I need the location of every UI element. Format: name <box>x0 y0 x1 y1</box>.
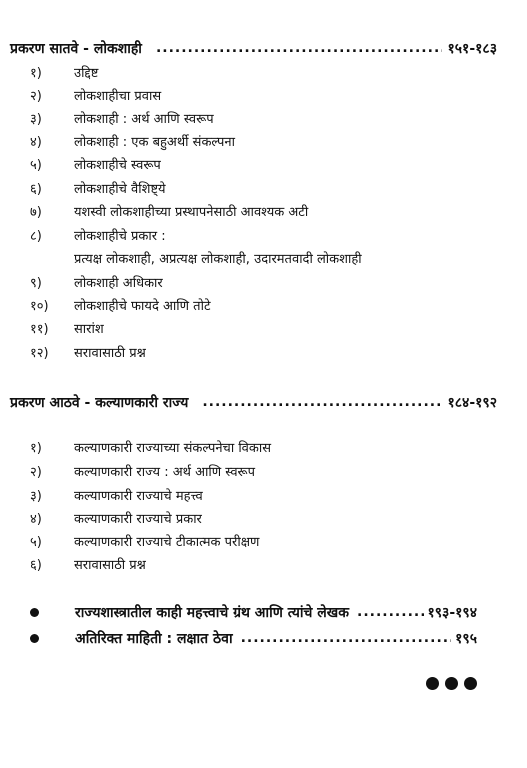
item-number: ५) <box>30 535 42 550</box>
bullet-icon <box>30 608 39 617</box>
item-text: लोकशाहीचे वैशिष्ट्ये <box>74 182 166 197</box>
item-number: २) <box>30 465 42 480</box>
dot-icon <box>445 677 458 690</box>
dot-icon <box>464 677 477 690</box>
item-text: लोकशाहीचे स्वरूप <box>74 158 161 173</box>
item-text: लोकशाही अधिकार <box>74 276 163 291</box>
item-number: ८) <box>30 229 42 244</box>
item-number: ४) <box>30 135 42 150</box>
item-number: ३) <box>30 489 42 504</box>
item-number: ७) <box>30 205 42 220</box>
leader-dots <box>156 40 442 56</box>
item-number: ५) <box>30 158 42 173</box>
item-text: सरावासाठी प्रश्न <box>74 558 146 573</box>
item-number: ६) <box>30 558 42 573</box>
item-text: उद्दिष्ट <box>74 66 99 81</box>
extra-entry-remember <box>30 626 477 650</box>
extra-entry-pages: १९५ <box>455 630 477 647</box>
leader-dots <box>202 394 441 410</box>
item-text: कल्याणकारी राज्याचे टीकात्मक परीक्षण <box>74 535 260 550</box>
leader-dots <box>357 604 423 620</box>
extra-entry-text: राज्यशास्त्रातील काही महत्त्वाचे ग्रंथ आणि त्यांचे लेखक <box>75 604 350 621</box>
item-text: लोकशाही : एक बहुअर्थी संकल्पना <box>74 135 235 150</box>
dot-icon <box>426 677 439 690</box>
item-number: १) <box>30 66 42 81</box>
item-text: कल्याणकारी राज्य : अर्थ आणि स्वरूप <box>74 465 256 480</box>
item-text: लोकशाहीचा प्रवास <box>74 89 162 104</box>
item-text: सरावासाठी प्रश्न <box>74 346 146 361</box>
chapter-8-title: प्रकरण आठवे - कल्याणकारी राज्य <box>10 394 189 411</box>
chapter-8-pages: १८४-१९२ <box>447 394 497 411</box>
chapter-7-heading <box>10 36 497 60</box>
item-text: कल्याणकारी राज्याचे महत्त्व <box>74 489 203 504</box>
item-text: कल्याणकारी राज्याच्या संकल्पनेचा विकास <box>74 441 272 456</box>
item-text: यशस्वी लोकशाहीच्या प्रस्थापनेसाठी आवश्यक अटी <box>74 205 309 220</box>
democracy-types-line: प्रत्यक्ष लोकशाही, अप्रत्यक्ष लोकशाही, उदारमतवादी लोकशाही <box>74 252 362 267</box>
item-number: ९) <box>30 276 42 291</box>
item-number: १२) <box>30 346 49 361</box>
extra-entry-pages: १९३-१९४ <box>427 604 477 621</box>
end-ornament-icon <box>426 677 477 690</box>
item-text: सारांश <box>74 322 104 337</box>
item-number: ३) <box>30 112 42 127</box>
item-number: ४) <box>30 512 42 527</box>
chapter-7-title: प्रकरण सातवे - लोकशाही <box>10 40 142 57</box>
item-text: लोकशाही : अर्थ आणि स्वरूप <box>74 112 214 127</box>
item-number: १०) <box>30 299 49 314</box>
item-text: कल्याणकारी राज्याचे प्रकार <box>74 512 202 527</box>
item-number: २) <box>30 89 42 104</box>
item-number: १) <box>30 441 42 456</box>
item-text: लोकशाहीचे फायदे आणि तोटे <box>74 299 211 314</box>
chapter-8-heading <box>10 390 497 414</box>
chapter-7-pages: १५१-१८३ <box>447 40 497 57</box>
item-number: ६) <box>30 182 42 197</box>
extra-entry-text: अतिरिक्त माहिती : लक्षात ठेवा <box>75 630 233 647</box>
item-text: लोकशाहीचे प्रकार : <box>74 229 166 244</box>
item-number: ११) <box>30 322 49 337</box>
extra-entry-books <box>30 600 477 624</box>
leader-dots <box>241 630 452 646</box>
bullet-icon <box>30 634 39 643</box>
